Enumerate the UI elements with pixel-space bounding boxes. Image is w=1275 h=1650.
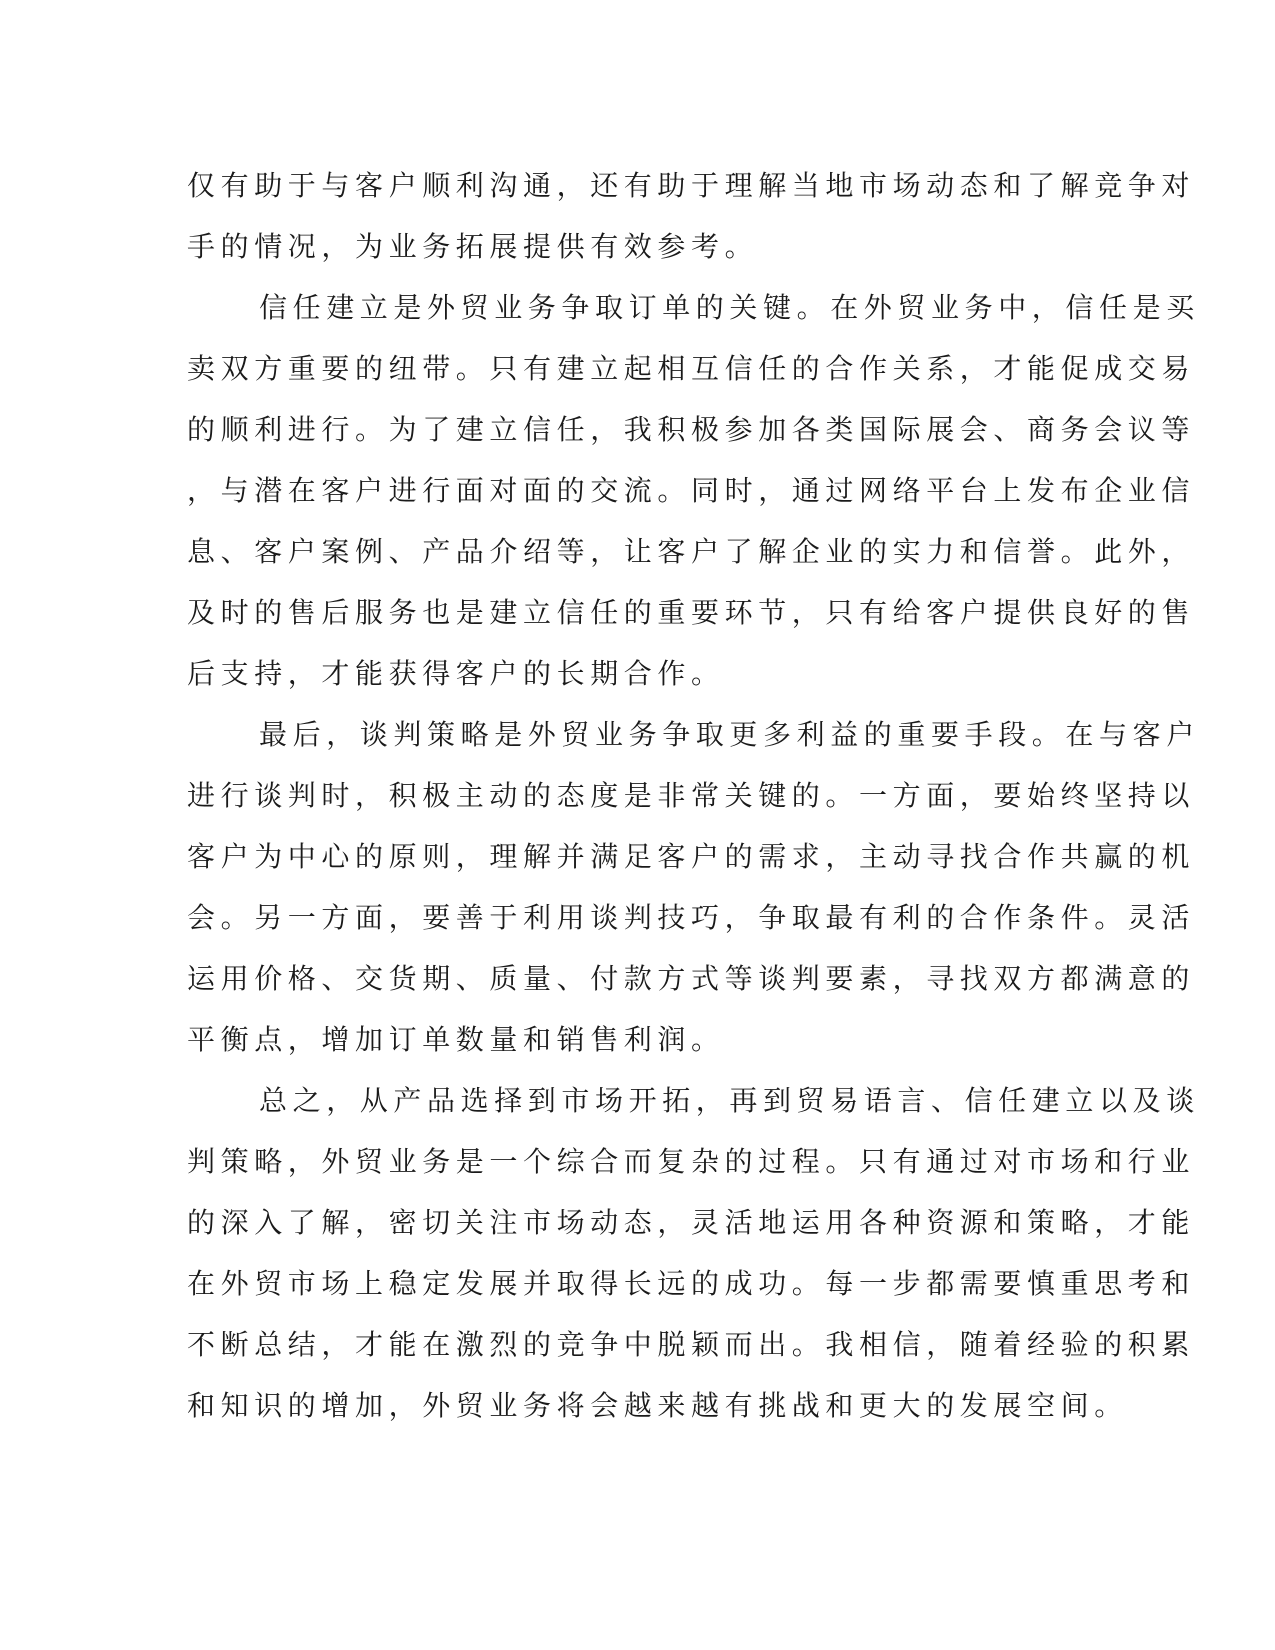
document-body	[187, 155, 1200, 1436]
text-line: ，与潜在客户进行面对面的交流。同时，通过网络平台上发布企业信	[187, 474, 1196, 507]
text-line: 在外贸市场上稳定发展并取得长远的成功。每一步都需要慎重思考和	[187, 1267, 1196, 1300]
paragraph-1	[187, 155, 1196, 277]
text-line: 判策略，外贸业务是一个综合而复杂的过程。只有通过对市场和行业	[187, 1145, 1196, 1178]
paragraph-4	[187, 1070, 1200, 1436]
text-line: 会。另一方面，要善于利用谈判技巧，争取最有利的合作条件。灵活	[187, 901, 1196, 934]
text-line: 信任建立是外贸业务争取订单的关键。在外贸业务中，信任是买	[259, 291, 1200, 324]
text-line: 的深入了解，密切关注市场动态，灵活地运用各种资源和策略，才能	[187, 1206, 1196, 1239]
text-line: 运用价格、交货期、质量、付款方式等谈判要素，寻找双方都满意的	[187, 962, 1196, 995]
text-line: 最后，谈判策略是外贸业务争取更多利益的重要手段。在与客户	[259, 718, 1200, 751]
text-line: 的顺利进行。为了建立信任，我积极参加各类国际展会、商务会议等	[187, 413, 1196, 446]
text-line: 息、客户案例、产品介绍等，让客户了解企业的实力和信誉。此外，	[187, 535, 1196, 568]
text-line: 卖双方重要的纽带。只有建立起相互信任的合作关系，才能促成交易	[187, 352, 1196, 385]
text-line: 及时的售后服务也是建立信任的重要环节，只有给客户提供良好的售	[187, 596, 1196, 629]
paragraph-3	[187, 704, 1200, 1070]
text-line: 后支持，才能获得客户的长期合作。	[187, 657, 725, 690]
text-line: 不断总结，才能在激烈的竞争中脱颖而出。我相信，随着经验的积累	[187, 1328, 1196, 1361]
paragraph-2	[187, 277, 1200, 704]
text-line: 平衡点，增加订单数量和销售利润。	[187, 1023, 725, 1056]
text-line: 手的情况，为业务拓展提供有效参考。	[187, 230, 759, 263]
text-line: 仅有助于与客户顺利沟通，还有助于理解当地市场动态和了解竞争对	[187, 169, 1196, 202]
text-line: 进行谈判时，积极主动的态度是非常关键的。一方面，要始终坚持以	[187, 779, 1196, 812]
text-line: 总之，从产品选择到市场开拓，再到贸易语言、信任建立以及谈	[259, 1084, 1200, 1117]
text-line: 客户为中心的原则，理解并满足客户的需求，主动寻找合作共赢的机	[187, 840, 1196, 873]
text-line: 和知识的增加，外贸业务将会越来越有挑战和更大的发展空间。	[187, 1389, 1128, 1422]
